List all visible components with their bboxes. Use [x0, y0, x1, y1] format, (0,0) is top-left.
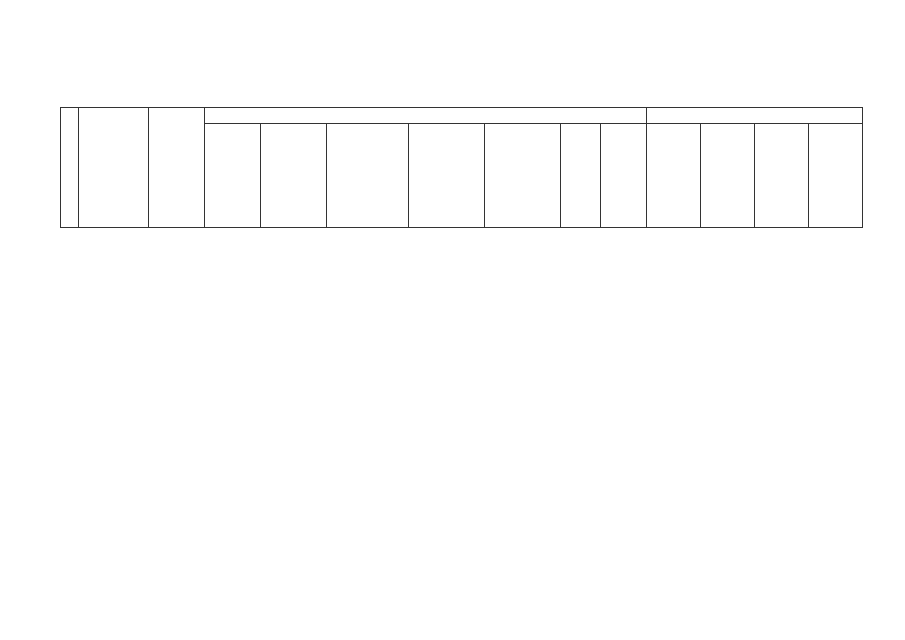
capital-repair-table	[60, 107, 863, 241]
header-control	[809, 124, 863, 228]
header-lifts	[261, 124, 327, 228]
header-num	[61, 108, 79, 228]
header-basement	[409, 124, 485, 228]
header-total	[149, 108, 205, 228]
units-row	[61, 228, 863, 235]
header-systems	[205, 124, 261, 228]
header-project	[701, 124, 755, 228]
header-insulation	[601, 124, 647, 228]
header-facade	[485, 124, 561, 228]
header-expertise	[755, 124, 809, 228]
header-group-regional	[647, 108, 863, 124]
header-group-federal	[205, 108, 647, 124]
header-address	[79, 108, 149, 228]
header-metering	[647, 124, 701, 228]
header-roof	[327, 124, 409, 228]
header-foundation	[561, 124, 601, 228]
index-row	[61, 235, 863, 241]
